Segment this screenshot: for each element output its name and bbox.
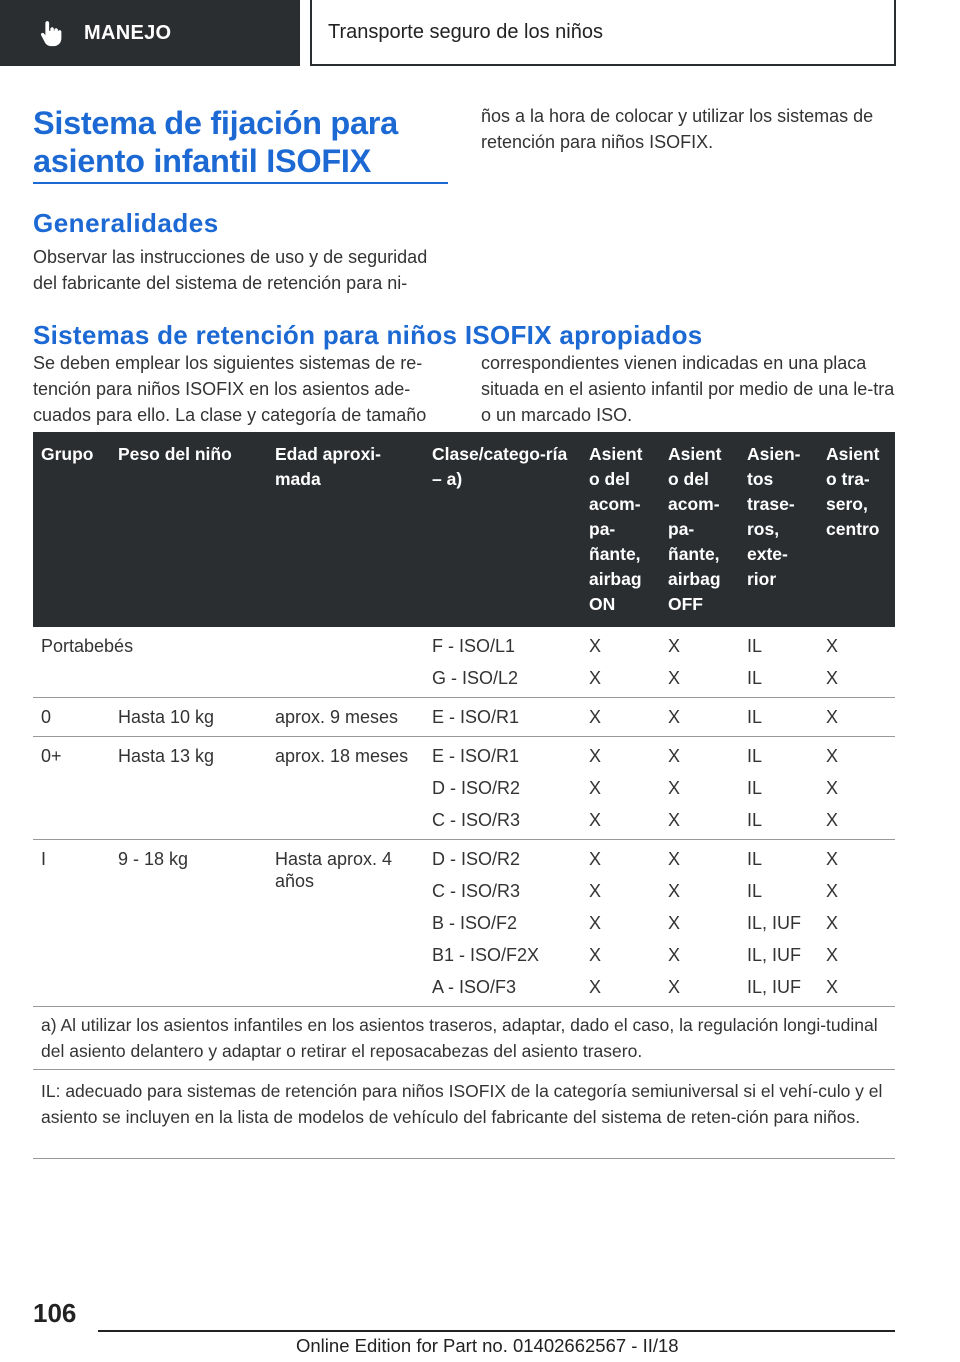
cell-grupo: 0+ [33, 737, 110, 840]
isofix-table [33, 432, 895, 1007]
generalidades-text-right: ños a la hora de colocar y utilizar los sistemas de retención para niños ISOFIX. [481, 106, 874, 152]
note-divider [33, 1158, 895, 1159]
cell-line: X [826, 707, 839, 727]
cell-edad: aprox. 9 meses [267, 698, 424, 737]
cell-line: X [826, 810, 839, 830]
cell-airbag-on [581, 840, 660, 1007]
page-number: 106 [33, 1298, 77, 1328]
cell-line: X [589, 913, 602, 933]
cell-line: C - ISO/R3 [432, 810, 521, 830]
cell-line: X [589, 746, 602, 766]
header-trasero-centro: Asient o tra- sero, centro [818, 432, 895, 627]
apropiados-heading: Sistemas de retención para niños ISOFIX apropiados [33, 320, 703, 350]
cell-centro [818, 737, 895, 840]
cell-line: X [826, 636, 839, 656]
cell-line: X [668, 977, 681, 997]
cell-line: X [668, 913, 681, 933]
cell-grupo: 0 [33, 698, 110, 737]
cell-line: IL [747, 881, 763, 901]
cell-centro [818, 698, 895, 737]
section-tab [0, 0, 300, 66]
cell-line: X [589, 881, 602, 901]
cell-clase [424, 627, 581, 698]
cell-line: C - ISO/R3 [432, 881, 521, 901]
cell-line: IL, IUF [747, 913, 802, 933]
cell-edad: aprox. 18 meses [267, 737, 424, 840]
table-row [33, 698, 895, 737]
page-title: Sistema de fijación para asiento infantil ISOFIX [33, 105, 398, 179]
cell-line: IL, IUF [747, 945, 802, 965]
cell-line: IL [747, 746, 763, 766]
cell-line: X [668, 849, 681, 869]
cell-grupo: I [33, 840, 110, 1007]
header-peso: Peso del niño [110, 432, 267, 627]
header-airbag-off: Asient o del acom- pa- ñante, airbag OFF [660, 432, 739, 627]
cell-line: E - ISO/R1 [432, 746, 520, 766]
footnote-il: IL: adecuado para sistemas de retención para niños ISOFIX de la categoría semiuniversal si el vehí-culo y el asiento se incluyen en la lista de modelos de vehículo del fabricante del sistema de reten-ción para niños. [41, 1081, 883, 1127]
cell-line: X [589, 778, 602, 798]
cell-line: X [668, 810, 681, 830]
cell-line: X [668, 778, 681, 798]
cell-line: X [826, 881, 839, 901]
cell-line: IL [747, 778, 763, 798]
cell-line: IL [747, 810, 763, 830]
cell-exterior [739, 627, 818, 698]
cell-line: D - ISO/R2 [432, 849, 521, 869]
cell-line: X [589, 707, 602, 727]
cell-line: X [826, 945, 839, 965]
cell-line: X [668, 881, 681, 901]
cell-line: X [589, 977, 602, 997]
cell-airbag-on [581, 698, 660, 737]
cell-line: X [589, 636, 602, 656]
note-divider [33, 1069, 895, 1070]
cell-line: X [589, 849, 602, 869]
cell-line: X [826, 913, 839, 933]
hand-pointer-icon [36, 18, 66, 48]
edition-text: Online Edition for Part no. 01402662567 - II/18 [296, 1335, 679, 1356]
header-airbag-on: Asient o del acom- pa- ñante, airbag ON [581, 432, 660, 627]
cell-exterior [739, 737, 818, 840]
cell-exterior [739, 840, 818, 1007]
cell-line: F - ISO/L1 [432, 636, 516, 656]
table-row [33, 627, 895, 698]
generalidades-text-left: Observar las instrucciones de uso y de seguridad del fabricante del sistema de retención para ni- [33, 247, 428, 293]
cell-line: IL [747, 849, 763, 869]
table-row [33, 840, 895, 1007]
header-clase: Clase/catego-ría – a) [424, 432, 581, 627]
cell-line: B1 - ISO/F2X [432, 945, 540, 965]
cell-centro [818, 627, 895, 698]
footer-rule [98, 1330, 895, 1332]
cell-line: X [668, 668, 681, 688]
cell-line: X [826, 849, 839, 869]
cell-line: D - ISO/R2 [432, 778, 521, 798]
cell-line: X [826, 977, 839, 997]
cell-line: X [826, 746, 839, 766]
cell-exterior [739, 698, 818, 737]
cell-line: IL [747, 707, 763, 727]
table-row [33, 737, 895, 840]
cell-airbag-off [660, 627, 739, 698]
cell-line: X [668, 707, 681, 727]
cell-line: G - ISO/L2 [432, 668, 519, 688]
cell-line: E - ISO/R1 [432, 707, 520, 727]
generalidades-heading: Generalidades [33, 208, 219, 238]
title-underline [33, 182, 448, 184]
cell-line: X [589, 668, 602, 688]
cell-airbag-off [660, 698, 739, 737]
cell-line: X [589, 810, 602, 830]
footnote-a: a) Al utilizar los asientos infantiles en los asientos traseros, adaptar, dado el caso, la regulación longi-tudinal del asiento delantero y adaptar o retirar el reposacabezas del asiento trasero. [41, 1015, 878, 1061]
cell-line: B - ISO/F2 [432, 913, 518, 933]
cell-grupo: Portabebés [33, 627, 110, 698]
cell-airbag-off [660, 840, 739, 1007]
cell-airbag-on [581, 737, 660, 840]
header-grupo: Grupo [33, 432, 110, 627]
cell-line: X [826, 778, 839, 798]
header-edad: Edad aproxi-mada [267, 432, 424, 627]
cell-line: IL [747, 668, 763, 688]
cell-line: X [589, 945, 602, 965]
apropiados-text-right: correspondientes vienen indicadas en una placa situada en el asiento infantil por medio de una le-tra o un marcado ISO. [481, 353, 895, 425]
cell-airbag-on [581, 627, 660, 698]
cell-edad [267, 627, 424, 698]
section-label: MANEJO [84, 21, 172, 44]
header-traseros-exterior: Asien- tos trase- ros, exte- rior [739, 432, 818, 627]
cell-edad: Hasta aprox. 4 años [267, 840, 424, 1007]
cell-clase [424, 737, 581, 840]
chapter-title: Transporte seguro de los niños [310, 0, 896, 66]
cell-peso: 9 - 18 kg [110, 840, 267, 1007]
cell-line: IL [747, 636, 763, 656]
cell-centro [818, 840, 895, 1007]
cell-line: X [668, 636, 681, 656]
apropiados-text-left: Se deben emplear los siguientes sistemas de re-tención para niños ISOFIX en los asientos ade-cuados para ello. La clase y categoría de tamaño [33, 353, 427, 425]
cell-clase [424, 698, 581, 737]
cell-peso: Hasta 10 kg [110, 698, 267, 737]
cell-peso [110, 627, 267, 698]
cell-line: X [826, 668, 839, 688]
cell-line: IL, IUF [747, 977, 802, 997]
cell-line: A - ISO/F3 [432, 977, 517, 997]
cell-clase [424, 840, 581, 1007]
cell-line: X [668, 746, 681, 766]
cell-airbag-off [660, 737, 739, 840]
cell-peso: Hasta 13 kg [110, 737, 267, 840]
cell-line: X [668, 945, 681, 965]
table-header-row [33, 432, 895, 627]
